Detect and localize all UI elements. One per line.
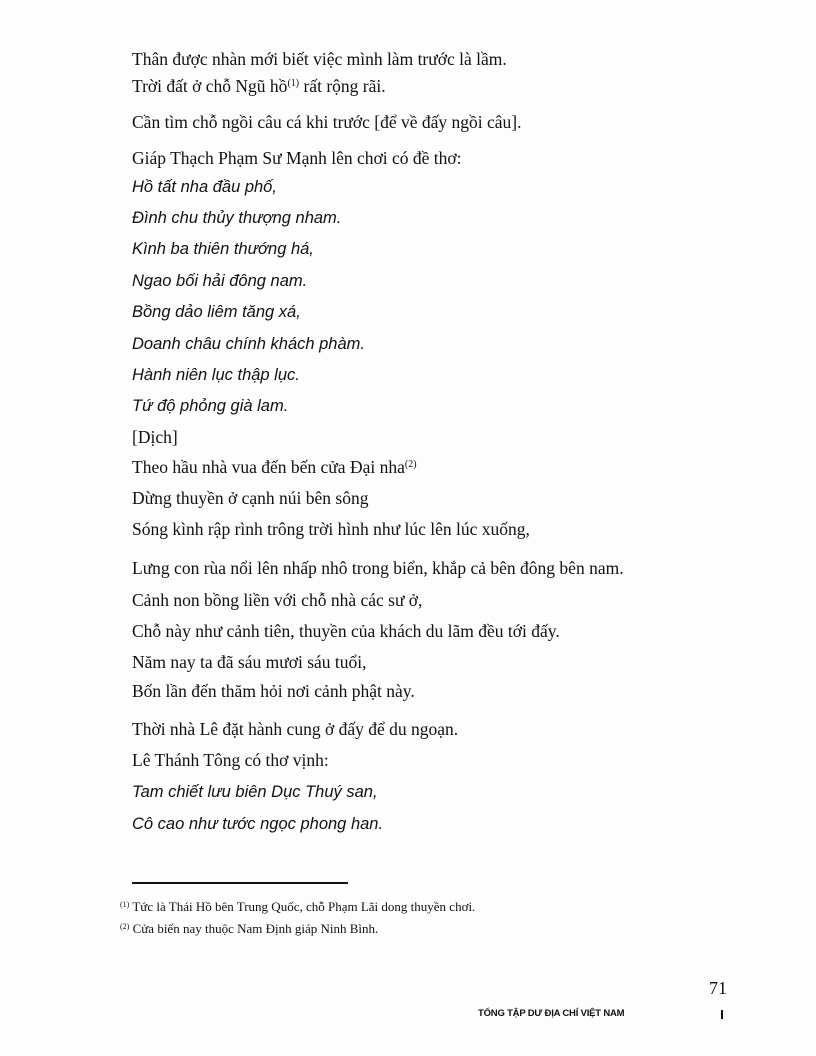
footer-bar (721, 1010, 723, 1019)
line-text: Cảnh non bồng liền với chỗ nhà các sư ở, (132, 590, 423, 610)
line-text: Thân được nhàn mới biết việc mình làm trước là lầm. (132, 49, 507, 69)
line-text: Năm nay ta đã sáu mươi sáu tuổi, (132, 652, 367, 672)
line-text: Sóng kình rập rình trông trời hình như lúc lên lúc xuống, (132, 519, 530, 539)
line-text: Lê Thánh Tông có thơ vịnh: (132, 750, 329, 770)
footnote-2 (120, 921, 378, 937)
poem-line (132, 781, 378, 803)
text-line (132, 518, 530, 540)
running-footer-title: TỔNG TẬP DƯ ĐỊA CHÍ VIỆT NAM (478, 1008, 625, 1019)
line-text: Lưng con rùa nổi lên nhấp nhô trong biển, khắp cả bên đông bên nam. (132, 558, 624, 578)
poem-line (132, 364, 300, 386)
footnote-divider (132, 882, 348, 884)
text-line (132, 651, 367, 673)
poem-line (132, 813, 383, 835)
line-text: Kình ba thiên thướng há, (132, 240, 314, 258)
footnote-reference: (1) (287, 78, 300, 89)
text-line (132, 111, 522, 133)
text-line (132, 456, 417, 478)
line-text: Hành niên lục thập lục. (132, 366, 300, 384)
line-text: Bốn lần đến thăm hỏi nơi cảnh phật này. (132, 681, 415, 701)
poem-line (132, 176, 277, 198)
text-line (132, 620, 560, 642)
poem-line (132, 301, 301, 323)
line-text: Cần tìm chỗ ngồi câu cá khi trước [để về đấy ngồi câu]. (132, 112, 522, 132)
line-text: Tứ độ phỏng già lam. (132, 397, 289, 415)
poem-line (132, 395, 288, 417)
footnote-mark: (2) (120, 922, 130, 931)
text-line (132, 147, 461, 169)
line-text: Giáp Thạch Phạm Sư Mạnh lên chơi có đề thơ: (132, 148, 462, 168)
poem-line (132, 238, 314, 260)
footnote-reference: (2) (404, 459, 417, 470)
poem-line (132, 207, 341, 229)
text-line (132, 48, 507, 70)
page-number: 71 (709, 978, 727, 998)
poem-line (132, 270, 307, 292)
footnote-1 (120, 899, 475, 915)
line-text: Doanh châu chính khách phàm. (132, 335, 365, 353)
line-text: Bồng dảo liêm tăng xá, (132, 303, 301, 321)
line-text: Cô cao như tước ngọc phong han. (132, 815, 384, 833)
poem-line (132, 333, 365, 355)
line-text: Dừng thuyền ở cạnh núi bên sông (132, 488, 369, 508)
line-text: Ngao bối hải đông nam. (132, 272, 308, 290)
line-text: Thời nhà Lê đặt hành cung ở đấy để du ngoạn. (132, 719, 459, 739)
line-text: Theo hầu nhà vua đến bến cửa Đại nha (132, 457, 405, 477)
line-text: Trời đất ở chỗ Ngũ hồ (132, 76, 288, 96)
text-line (132, 557, 624, 579)
text-line (132, 589, 422, 611)
line-text: Tam chiết lưu biên Dục Thuý san, (132, 783, 378, 801)
text-line (132, 426, 178, 448)
line-text-continued: rất rộng rãi. (299, 76, 386, 96)
footnote-text: Tức là Thái Hồ bên Trung Quốc, chỗ Phạm Lãi dong thuyền chơi. (129, 899, 476, 914)
footnote-mark: (1) (120, 900, 130, 909)
line-text: Đình chu thủy thượng nham. (132, 209, 342, 227)
text-line (132, 680, 415, 702)
text-line (132, 487, 368, 509)
text-line (132, 75, 386, 97)
text-line (132, 749, 329, 771)
line-text: Hồ tất nha đầu phố, (132, 178, 277, 196)
line-text: Chỗ này như cảnh tiên, thuyền của khách du lãm đều tới đấy. (132, 621, 560, 641)
footnote-text: Cửa biển nay thuộc Nam Định giáp Ninh Bình. (129, 921, 379, 936)
text-line (132, 718, 458, 740)
line-text: [Dịch] (132, 427, 178, 447)
